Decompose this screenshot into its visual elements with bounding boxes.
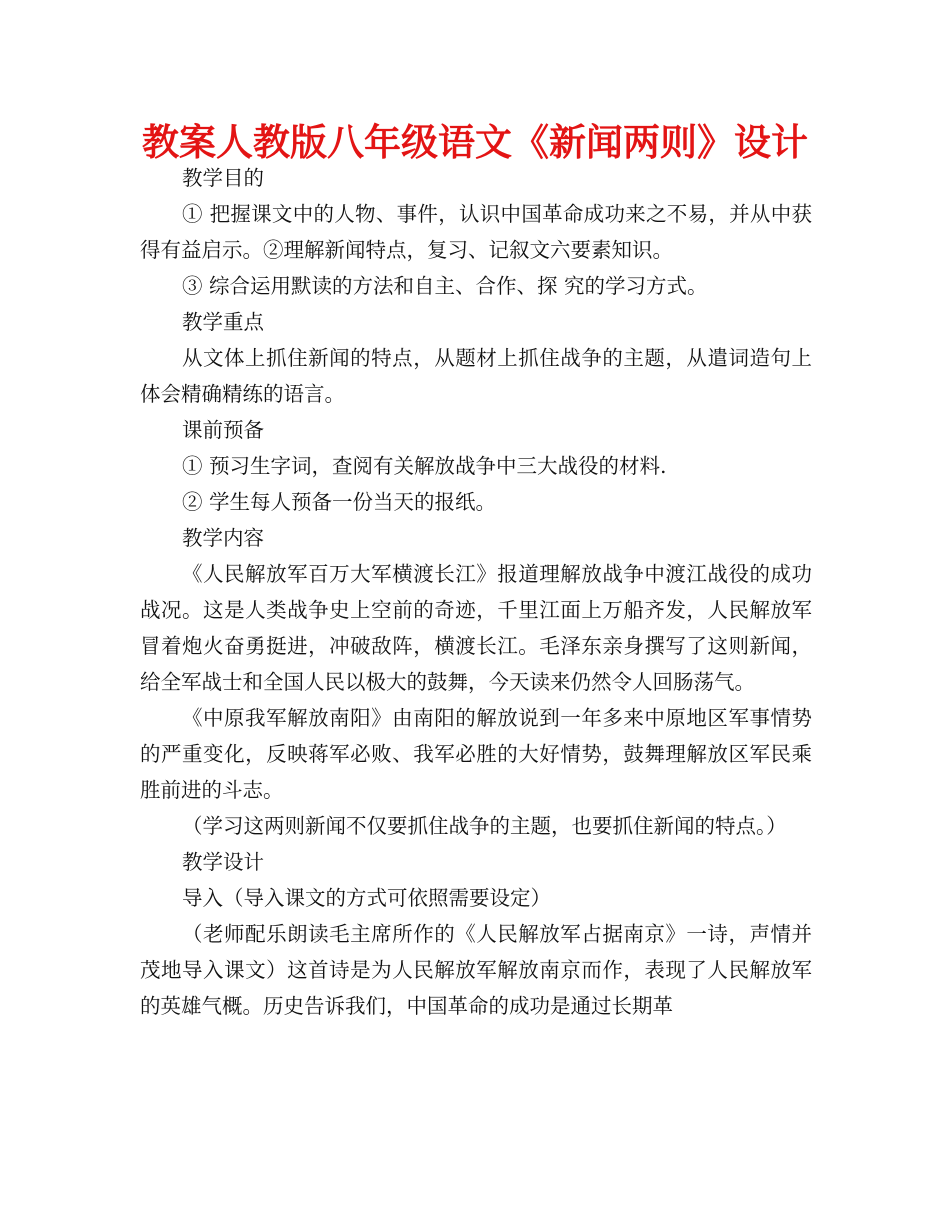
document-body <box>140 160 812 1024</box>
paragraph-content-note: （学习这两则新闻不仅要抓住战争的主题，也要抓住新闻的特点。） <box>182 814 787 838</box>
heading-teaching-goals: 教学目的 <box>182 166 264 190</box>
heading-design: 教学设计 <box>182 850 264 874</box>
paragraph-content-news-1: 《人民解放军百万大军横渡长江》报道理解放战争中渡江战役的成功战况。这是人类战争史上空前的奇迹，千里江面上万船齐发，人民解放军冒着炮火奋勇挺进，冲破敌阵，横渡长江。毛泽东亲身撰写了这则新闻，给全军战士和全国人民以极大的鼓舞，今天读来仍然令人回肠荡气。 <box>140 562 812 694</box>
heading-content: 教学内容 <box>182 526 264 550</box>
paragraph-content-news-2: 《中原我军解放南阳》由南阳的解放说到一年多来中原地区军事情势的严重变化，反映蒋军必败、我军必胜的大好情势，鼓舞理解放区军民乘胜前进的斗志。 <box>140 706 812 802</box>
paragraph-goal-3: ③ 综合运用默读的方法和自主、合作、探 究的学习方式。 <box>182 274 708 298</box>
paragraph-key-points: 从文体上抓住新闻的特点，从题材上抓住战争的主题，从遣词造句上体会精确精练的语言。 <box>140 346 812 406</box>
document-title: 教案人教版八年级语文《新闻两则》设计 <box>142 121 808 164</box>
paragraph-introduction: 导入（导入课文的方式可依照需要设定） <box>182 886 551 910</box>
paragraph-preparation-2: ② 学生每人预备一份当天的报纸。 <box>182 490 497 514</box>
heading-preparation: 课前预备 <box>182 418 264 442</box>
paragraph-preparation-1: ① 预习生字词，查阅有关解放战争中三大战役的材料. <box>182 454 667 478</box>
paragraph-introduction-detail: （老师配乐朗读毛主席所作的《人民解放军占据南京》一诗，声情并茂地导入课文）这首诗是为人民解放军解放南京而作，表现了人民解放军的英雄气概。历史告诉我们，中国革命的成功是通过长期革 <box>140 922 812 1018</box>
heading-key-points: 教学重点 <box>182 310 264 334</box>
paragraph-goal-1-2: ① 把握课文中的人物、事件，认识中国革命成功来之不易，并从中获得有益启示。②理解新闻特点，复习、记叙文六要素知识。 <box>140 202 812 262</box>
